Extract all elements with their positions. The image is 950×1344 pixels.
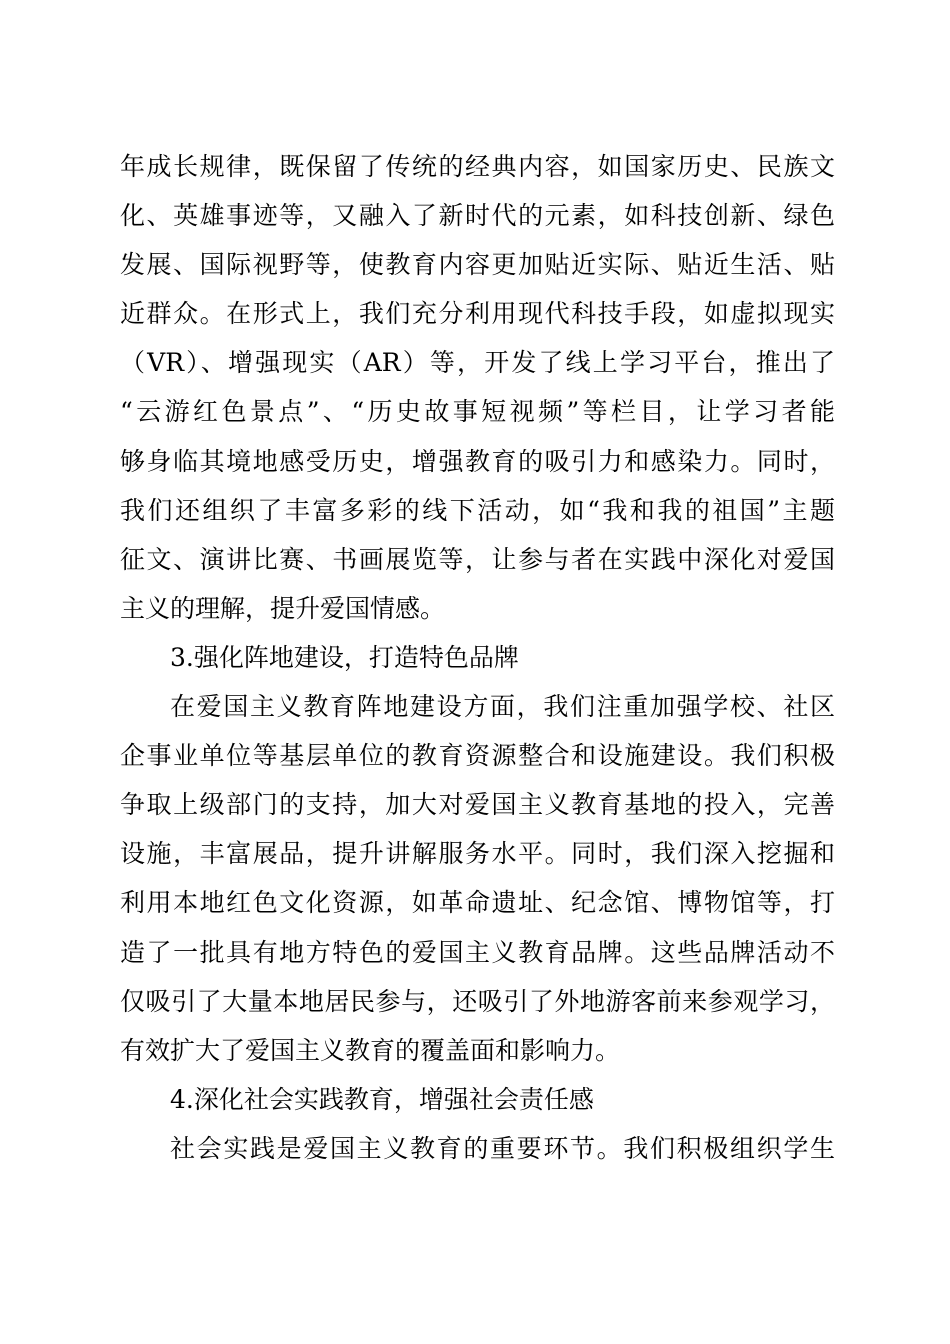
text-line: 造了一批具有地方特色的爱国主义教育品牌。这些品牌活动不 bbox=[120, 937, 835, 967]
text-line: 设施，丰富展品，提升讲解服务水平。同时，我们深入挖掘和 bbox=[120, 839, 835, 869]
text-line: 企事业单位等基层单位的教育资源整合和设施建设。我们积极 bbox=[120, 741, 835, 771]
text-line: 化、英雄事迹等，又融入了新时代的元素，如科技创新、绿色 bbox=[120, 201, 835, 231]
text-line: “云游红色景点”、“历史故事短视频”等栏目，让学习者能 bbox=[120, 397, 835, 427]
text-line: 社会实践是爱国主义教育的重要环节。我们积极组织学生 bbox=[170, 1133, 835, 1163]
text-line: 我们还组织了丰富多彩的线下活动，如“我和我的祖国”主题 bbox=[120, 495, 835, 525]
text-line: 争取上级部门的支持，加大对爱国主义教育基地的投入，完善 bbox=[120, 790, 835, 820]
section-heading: 4.深化社会实践教育，增强社会责任感 bbox=[170, 1084, 594, 1114]
text-line: 年成长规律，既保留了传统的经典内容，如国家历史、民族文 bbox=[120, 152, 835, 181]
text-line: 发展、国际视野等，使教育内容更加贴近实际、贴近生活、贴 bbox=[120, 250, 835, 280]
text-line: 有效扩大了爱国主义教育的覆盖面和影响力。 bbox=[120, 1035, 621, 1065]
text-line: 主义的理解，提升爱国情感。 bbox=[120, 593, 446, 623]
section-heading: 3.强化阵地建设，打造特色品牌 bbox=[170, 642, 519, 672]
text-line: 利用本地红色文化资源，如革命遗址、纪念馆、博物馆等，打 bbox=[120, 888, 835, 918]
text-line: 够身临其境地感受历史，增强教育的吸引力和感染力。同时， bbox=[120, 446, 835, 476]
text-line: 近群众。在形式上，我们充分利用现代科技手段，如虚拟现实 bbox=[120, 299, 835, 329]
text-line: （VR）、增强现实（AR）等，开发了线上学习平台，推出了 bbox=[120, 348, 835, 378]
text-line: 仅吸引了大量本地居民参与，还吸引了外地游客前来参观学习， bbox=[120, 986, 835, 1016]
text-line: 征文、演讲比赛、书画展览等，让参与者在实践中深化对爱国 bbox=[120, 544, 835, 574]
text-line: 在爱国主义教育阵地建设方面，我们注重加强学校、社区 bbox=[170, 692, 835, 722]
body-text bbox=[120, 142, 835, 1173]
